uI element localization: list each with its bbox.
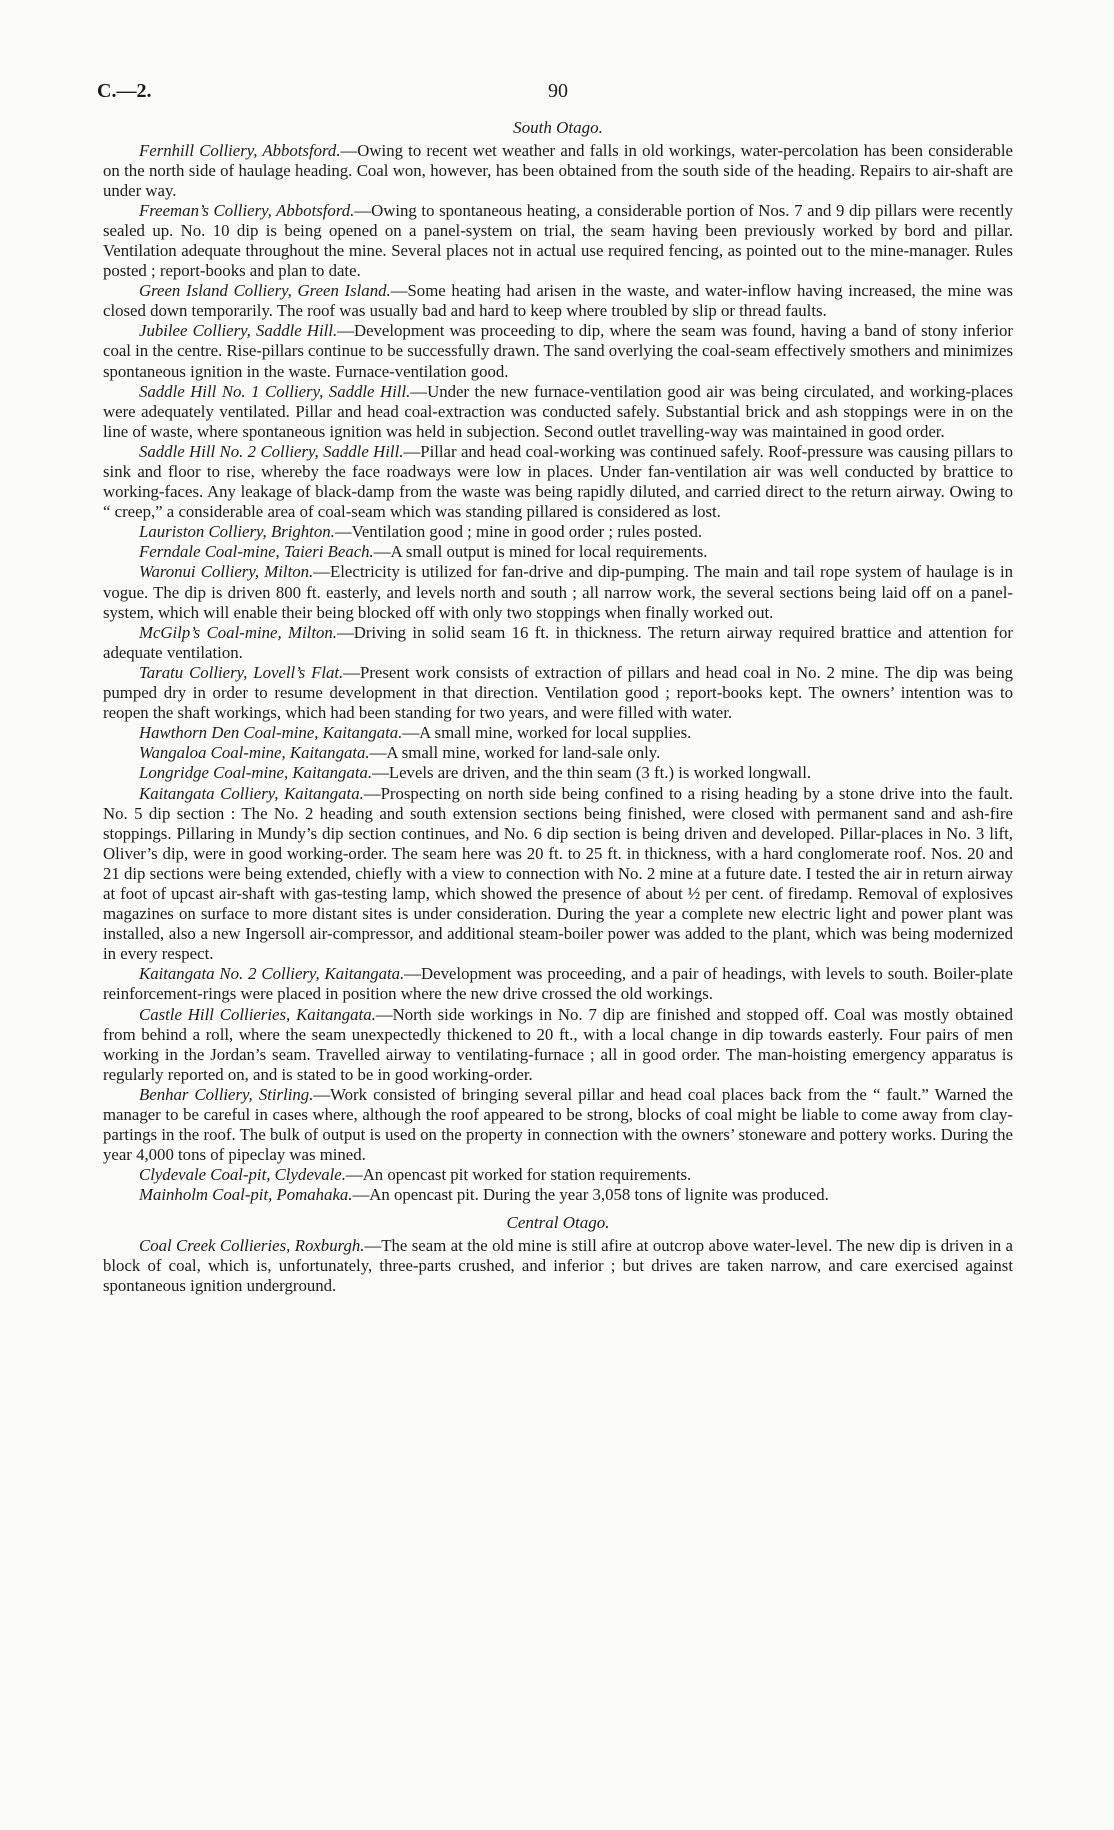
mine-report-paragraph	[103, 663, 1013, 723]
mine-report-text: —Work consisted of bringing several pillar and head coal places back from the “ fault.” Warned the manager to be careful in cases where, although the roof appeared to be strong, blocks of coal might be liable to come away from clay-partings in the roof. The bulk of output is used on the property in connection with the owners’ stoneware and pottery works. During the year 4,000 tons of pipeclay was mined.	[103, 1084, 1014, 1165]
page-number: 90	[548, 80, 568, 102]
mine-name: Ferndale Coal-mine, Taieri Beach.	[139, 542, 374, 562]
mine-report-text: —A small mine, worked for local supplies.	[402, 723, 692, 743]
mine-report-text: —Pillar and head coal-working was continued safely. Roof-pressure was causing pillars to sink and floor to rise, whereby the face roadways were low in places. Under fan-ventilation air was well conducted by brattice to working-faces. Any leakage of black-damp from the waste was being rapidly diluted, and carried direct to the return airway. Owing to “ creep,” a considerable area of coal-seam which was standing pillared is considered as lost.	[103, 441, 1013, 522]
mine-name: Saddle Hill No. 1 Colliery, Saddle Hill.	[139, 381, 411, 401]
mine-name: Castle Hill Collieries, Kaitangata.	[139, 1004, 376, 1024]
mine-name: Kaitangata No. 2 Colliery, Kaitangata.	[139, 964, 405, 984]
mine-report-text: —A small output is mined for local requirements.	[373, 542, 708, 562]
mine-report-paragraph	[103, 1005, 1013, 1085]
mine-report-text: —Owing to recent wet weather and falls in old workings, water-percolation has been considerable on the north side of haulage heading. Coal won, however, has been obtained from the south side of the heading. Repairs to air-shaft are under way.	[103, 140, 1014, 200]
mine-report-text: —Prospecting on north side being confined to a rising heading by a stone drive into the fault. No. 5 dip section : The No. 2 heading and south extension sections being finished, were closed with permanent sand and ash-fire stoppings. Pillaring in Mundy’s dip section continues, and No. 6 dip section is being driven and developed. Pillar-places in No. 3 lift, Oliver’s dip, were in good working-order. The seam here was 20 ft. to 25 ft. in thickness, with a hard conglomerate roof. Nos. 20 and 21 dip sections were being extended, chiefly with a view to connection with No. 2 mine at a future date. I tested the air in return airway at foot of upcast air-shaft with gas-testing lamp, which showed the presence of about ½ per cent. of firedamp. Removal of explosives magazines on surface to more distant sites is under consideration. During the year a complete new electric light and power plant was installed, also a new Ingersoll air-compressor, and additional steam-boiler power was added to the plant, which was being modernized in every respect.	[103, 783, 1013, 964]
mine-report-paragraph	[103, 1165, 1013, 1185]
mine-report-paragraph	[103, 522, 1013, 542]
mine-report-paragraph	[103, 763, 1013, 783]
mine-name: Kaitangata Colliery, Kaitangata.	[139, 783, 364, 803]
mine-report-paragraph	[103, 382, 1013, 442]
mine-report-text: —Some heating had arisen in the waste, and water-inflow having increased, the mine was closed down temporarily. The roof was usually bad and hard to keep where troubled by slip or thread faults.	[103, 281, 1013, 321]
mine-name: Green Island Colliery, Green Island.	[139, 281, 391, 301]
mine-report-paragraph	[103, 141, 1013, 201]
mine-report-text: —An opencast pit. During the year 3,058 tons of lignite was produced.	[352, 1185, 829, 1205]
mine-report-text: —Driving in solid seam 16 ft. in thickness. The return airway required brattice and attention for adequate ventilation.	[103, 622, 1013, 662]
mine-name: Wangaloa Coal-mine, Kaitangata.	[139, 743, 370, 763]
mine-name: Taratu Colliery, Lovell’s Flat.	[139, 662, 344, 682]
mine-report-paragraph	[103, 321, 1013, 381]
mine-report-text: —Owing to spontaneous heating, a considerable portion of Nos. 7 and 9 dip pillars were recently sealed up. No. 10 dip is being opened on a panel-system on trial, the seam having been previously worked by bord and pillar. Ventilation adequate throughout the mine. Several places not in actual use required fencing, as pointed out to the mine-manager. Rules posted ; report-books and plan to date.	[103, 200, 1013, 281]
mine-report-paragraph	[103, 542, 1013, 562]
mine-name: Coal Creek Collieries, Roxburgh.	[139, 1235, 365, 1255]
mine-name: McGilp’s Coal-mine, Milton.	[139, 622, 337, 642]
mine-name: Hawthorn Den Coal-mine, Kaitangata.	[139, 723, 403, 743]
mine-name: Mainholm Coal-pit, Pomahaka.	[139, 1185, 353, 1205]
page-header	[97, 80, 1013, 110]
mine-report-paragraph	[103, 964, 1013, 1004]
mine-report-text: —A small mine, worked for land-sale only.	[369, 743, 661, 763]
mine-report-paragraph	[103, 281, 1013, 321]
mine-report-paragraph	[103, 1236, 1013, 1296]
mine-name: Saddle Hill No. 2 Colliery, Saddle Hill.	[139, 441, 404, 461]
mine-report-text: —Development was proceeding to dip, where the seam was found, having a band of stony inferior coal in the centre. Rise-pillars continue to be successfully drawn. The sand overlying the coal-seam effectively smothers and minimizes spontaneous ignition in the waste. Furnace-ventilation good.	[103, 321, 1013, 381]
mine-report-text: —North side workings in No. 7 dip are finished and stopped off. Coal was mostly obtained from behind a roll, where the seam unexpectedly thickened to 20 ft., with a local change in dip towards easterly. Four pairs of men working in the Jordan’s seam. Travelled airway to ventilating-furnace ; all in good order. The man-hoisting emergency apparatus is regularly reported on, and is stated to be in good working-order.	[103, 1004, 1013, 1084]
mine-report-paragraph	[103, 743, 1013, 763]
section-heading: Central Otago.	[506, 1213, 610, 1233]
mine-name: Fernhill Colliery, Abbotsford.	[139, 140, 341, 160]
mine-name: Freeman’s Colliery, Abbotsford.	[139, 200, 355, 220]
mine-report-text: —Ventilation good ; mine in good order ; rules posted.	[334, 522, 703, 542]
mine-report-paragraph	[103, 784, 1013, 965]
mine-report-text: —Development was proceeding, and a pair of headings, with levels to south. Boiler-plate reinforcement-rings were placed in position where the new drive crossed the old workings.	[103, 964, 1013, 1004]
mine-name: Benhar Colliery, Stirling.	[139, 1084, 314, 1104]
mine-report-paragraph	[103, 201, 1013, 281]
mine-report-text: —An opencast pit worked for station requirements.	[345, 1165, 692, 1185]
mine-report-paragraph	[103, 1085, 1013, 1165]
mine-name: Waronui Colliery, Milton.	[139, 562, 314, 582]
mine-report-text: —Present work consists of extraction of pillars and head coal in No. 2 mine. The dip was being pumped dry in order to resume development in that direction. Ventilation good ; report-books kept. The owners’ intention was to reopen the shaft workings, which had been standing for two years, and were filled with water.	[103, 662, 1013, 723]
mine-report-text: —The seam at the old mine is still afire at outcrop above water-level. The new dip is driven in a block of coal, which is, unfortunately, three-parts crushed, and inferior ; but drives are taken narrow, and care exercised against spontaneous ignition underground.	[103, 1235, 1013, 1296]
mine-report-paragraph	[103, 562, 1013, 622]
mine-name: Clydevale Coal-pit, Clydevale.	[139, 1165, 346, 1185]
mine-report-paragraph	[103, 442, 1013, 522]
section-heading: South Otago.	[513, 118, 603, 137]
document-body	[103, 118, 1013, 1296]
mine-report-text: —Under the new furnace-ventilation good air was being circulated, and working-places were adequately ventilated. Pillar and head coal-extraction was conducted safely. Substantial brick and ash stoppings were in on the line of waste, where spontaneous ignition was held in subjection. Second outlet travelling-way was maintained in good order.	[103, 381, 1013, 441]
page-reference: C.—2.	[97, 80, 152, 102]
mine-name: Jubilee Colliery, Saddle Hill.	[139, 321, 338, 341]
mine-report-paragraph	[103, 723, 1013, 743]
mine-report-text: —Electricity is utilized for fan-drive and dip-pumping. The main and tail rope system of haulage is in vogue. The dip is driven 800 ft. easterly, and levels north and south ; all narrow work, the several sections being laid off on a panel-system, which will enable their being blocked off with only two stoppings when finally worked out.	[103, 562, 1013, 622]
mine-name: Longridge Coal-mine, Kaitangata.	[139, 763, 373, 783]
mine-report-text: —Levels are driven, and the thin seam (3 ft.) is worked longwall.	[372, 763, 812, 783]
mine-report-paragraph	[103, 623, 1013, 663]
mine-name: Lauriston Colliery, Brighton.	[139, 522, 335, 542]
mine-report-paragraph	[103, 1185, 1013, 1205]
